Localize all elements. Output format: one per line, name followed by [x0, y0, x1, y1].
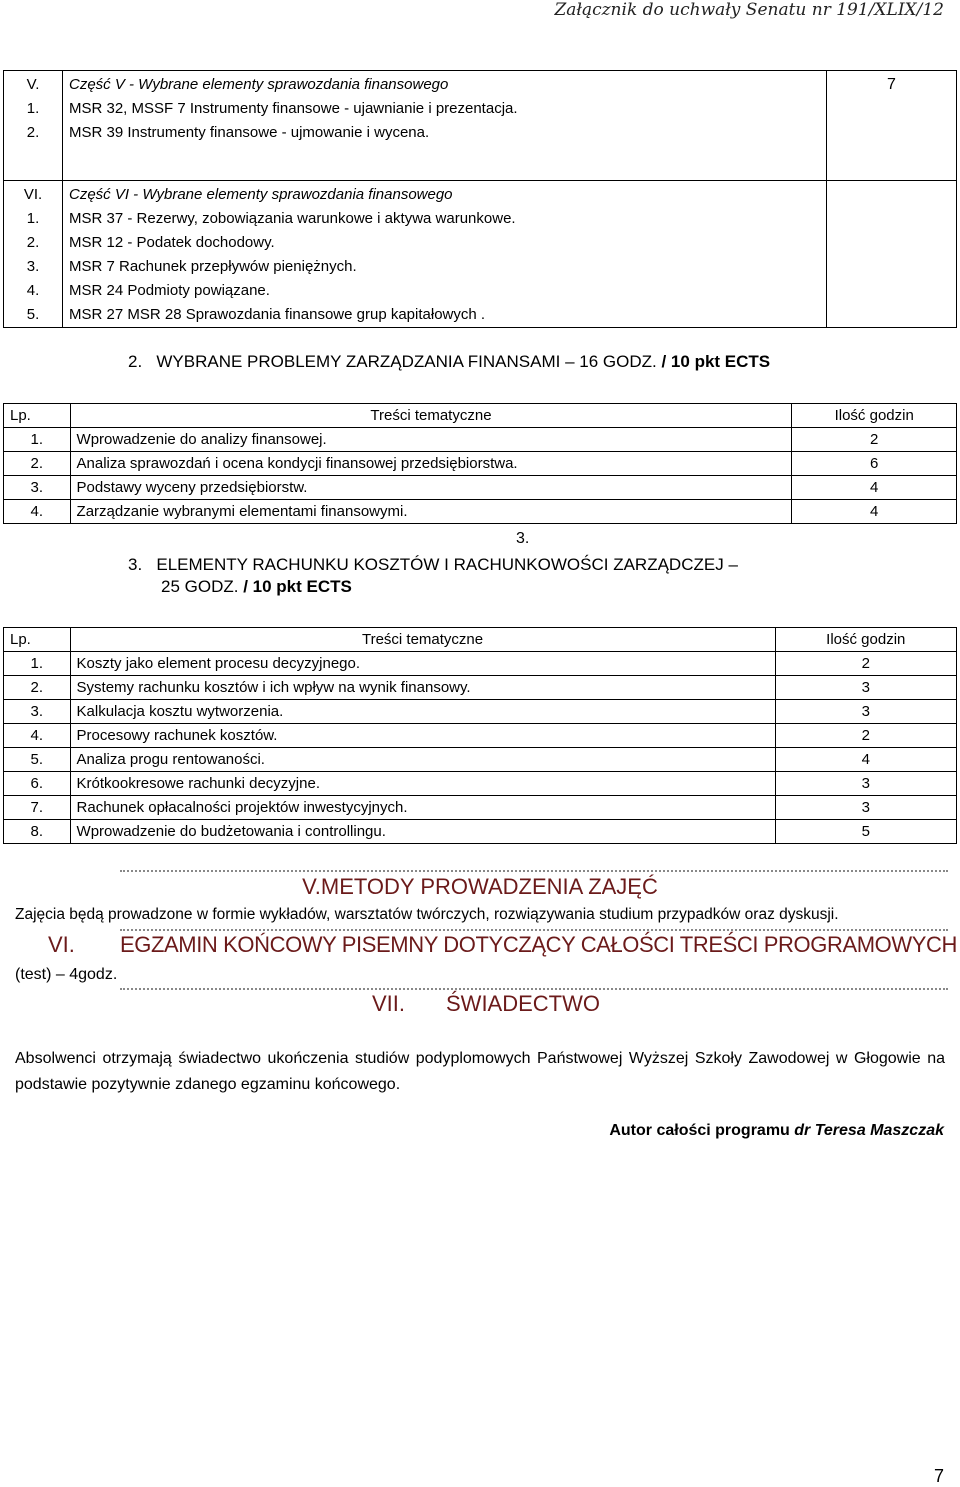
table-row: 2. Analiza sprawozdań i ocena kondycji finansowej przedsiębiorstwa. 6: [4, 452, 957, 476]
table-header-row: [4, 404, 957, 428]
table-row: 1. Koszty jako element procesu decyzyjnego. 2: [4, 652, 957, 676]
table-row: 6. Krótkookresowe rachunki decyzyjne. 3: [4, 772, 957, 796]
row-content: [63, 71, 827, 181]
table-row: [4, 71, 957, 181]
certificate-heading: ŚWIADECTWO: [446, 991, 600, 1016]
methods-heading: V.METODY PROWADZENIA ZAJĘĆ: [302, 874, 658, 899]
list-item: MSR 12 - Podatek dochodowy.: [69, 234, 275, 251]
table-row: 1. Wprowadzenie do analizy finansowej. 2: [4, 428, 957, 452]
section-3-heading: 3. ELEMENTY RACHUNKU KOSZTÓW I RACHUNKOWOŚCI ZARZĄDCZEJ – 25 GODZ. / 10 pkt ECTS: [128, 555, 738, 596]
list-item: MSR 39 Instrumenty finansowe - ujmowanie i wycena.: [69, 124, 430, 141]
column-header: Lp.: [4, 404, 71, 428]
table-row: 4. Zarządzanie wybranymi elementami finansowymi. 4: [4, 500, 957, 524]
column-header: Ilość godzin: [775, 628, 956, 652]
part-title: Część V - Wybrane elementy sprawozdania finansowego: [69, 76, 449, 93]
separator: [120, 929, 948, 931]
stray-number: 3.: [516, 530, 530, 547]
table-header-row: [4, 628, 957, 652]
exam-text: (test) – 4godz.: [15, 966, 118, 983]
certificate-number: VII.: [372, 991, 406, 1016]
table-row: 7. Rachunek opłacalności projektów inwestycyjnych. 3: [4, 796, 957, 820]
table-row: 2. Systemy rachunku kosztów i ich wpływ na wynik finansowy. 3: [4, 676, 957, 700]
list-item: MSR 27 MSR 28 Sprawozdania finansowe grup kapitałowych .: [69, 306, 486, 323]
page-number: 7: [933, 1466, 944, 1486]
hours-cell: [827, 181, 957, 328]
exam-heading: EGZAMIN KOŃCOWY PISEMNY DOTYCZĄCY CAŁOŚCI TREŚCI PROGRAMOWYCH: [120, 932, 957, 957]
table-row: 8. Wprowadzenie do budżetowania i controllingu. 5: [4, 820, 957, 844]
exam-number: VI.: [48, 932, 75, 957]
list-item: MSR 7 Rachunek przepływów pieniężnych.: [69, 258, 357, 275]
hours-cell: 7: [827, 71, 957, 181]
author-signature: Autor całości programu dr Teresa Maszczak: [609, 1122, 944, 1139]
row-numbers: VI. 1. 2. 3. 4. 5.: [4, 181, 63, 328]
list-item: MSR 37 - Rezerwy, zobowiązania warunkowe i aktywa warunkowe.: [69, 210, 516, 227]
topics-table-costs: [3, 627, 957, 844]
table-row: [4, 181, 957, 328]
part-title: Część VI - Wybrane elementy sprawozdania finansowego: [69, 186, 453, 203]
column-header: Lp.: [4, 628, 71, 652]
section-2-heading: 2. WYBRANE PROBLEMY ZARZĄDZANIA FINANSAMI – 16 GODZ. / 10 pkt ECTS: [128, 352, 771, 371]
methods-text: Zajęcia będą prowadzone w formie wykładów, warsztatów twórczych, rozwiązywania studium przypadków oraz dyskusji.: [15, 906, 839, 923]
table-row: 4. Procesowy rachunek kosztów. 2: [4, 724, 957, 748]
table-row: 3. Podstawy wyceny przedsiębiorstw. 4: [4, 476, 957, 500]
separator: [120, 870, 948, 872]
row-numbers: V. 1. 2.: [4, 71, 63, 181]
table-row: 3. Kalkulacja kosztu wytworzenia. 3: [4, 700, 957, 724]
topics-table-finance: [3, 403, 957, 524]
table-row: 5. Analiza progu rentowaności. 4: [4, 748, 957, 772]
row-content: [63, 181, 827, 328]
column-header: Treści tematyczne: [70, 628, 775, 652]
separator: [120, 988, 948, 990]
certificate-text: Absolwenci otrzymają świadectwo ukończenia studiów podyplomowych Państwowej Wyższej Szkoły Zawodowej w Głogowie na podstawie pozytywnie zdanego egzaminu końcowego.: [15, 1050, 945, 1093]
syllabus-table-parts: [3, 70, 957, 328]
column-header: Ilość godzin: [792, 404, 957, 428]
list-item: MSR 24 Podmioty powiązane.: [69, 282, 270, 299]
header-note: Załącznik do uchwały Senatu nr 191/XLIX/12: [554, 0, 944, 20]
list-item: MSR 32, MSSF 7 Instrumenty finansowe - ujawnianie i prezentacja.: [69, 100, 518, 117]
column-header: Treści tematyczne: [70, 404, 792, 428]
